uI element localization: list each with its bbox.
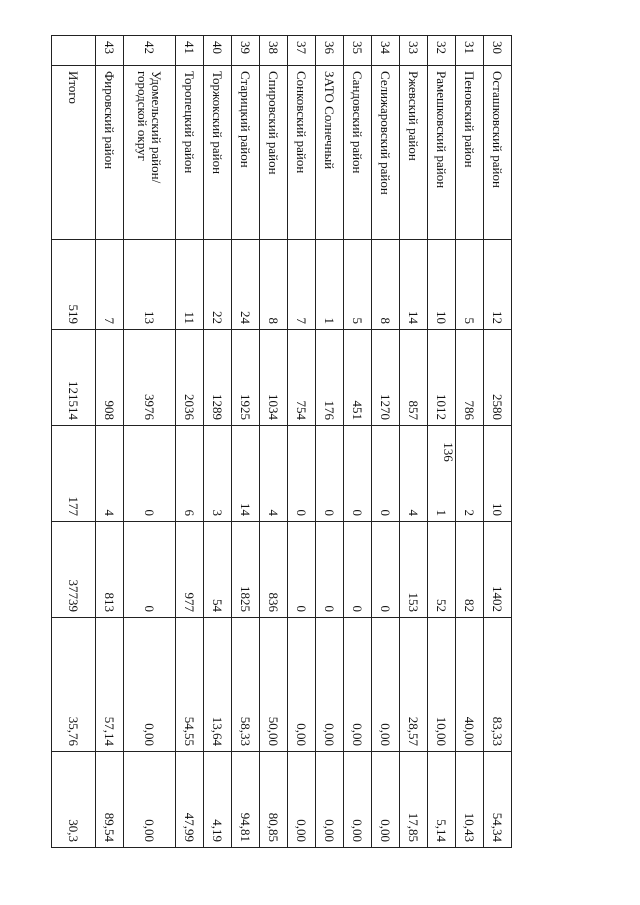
total-number-cell <box>52 36 96 66</box>
value-a: 14 <box>400 240 428 330</box>
value-f: 0,00 <box>316 752 344 848</box>
value-e: 54,55 <box>176 618 204 752</box>
district-name: Сонковский район <box>288 66 316 240</box>
value-c: 1 <box>428 426 456 522</box>
value-a: 8 <box>372 240 400 330</box>
table-row <box>288 36 316 848</box>
row-number: 30 <box>484 36 512 66</box>
value-a: 22 <box>204 240 232 330</box>
table-row <box>428 36 456 848</box>
value-e: 40,00 <box>456 618 484 752</box>
value-c: 0 <box>344 426 372 522</box>
district-name: Торжокский район <box>204 66 232 240</box>
value-d: 836 <box>260 522 288 618</box>
value-f: 10,43 <box>456 752 484 848</box>
table-row <box>204 36 232 848</box>
value-d: 52 <box>428 522 456 618</box>
value-d: 82 <box>456 522 484 618</box>
district-name: Фировский район <box>96 66 124 240</box>
value-c: 4 <box>260 426 288 522</box>
district-name: Спировский район <box>260 66 288 240</box>
value-c: 0 <box>124 426 176 522</box>
row-number: 40 <box>204 36 232 66</box>
value-e: 58,33 <box>232 618 260 752</box>
table-wrapper <box>60 35 512 847</box>
value-f: 0,00 <box>288 752 316 848</box>
value-b: 176 <box>316 330 344 426</box>
value-d: 0 <box>344 522 372 618</box>
total-d: 37739 <box>52 522 96 618</box>
value-e: 57,14 <box>96 618 124 752</box>
value-c: 2 <box>456 426 484 522</box>
value-b: 3976 <box>124 330 176 426</box>
value-d: 0 <box>316 522 344 618</box>
value-d: 0 <box>124 522 176 618</box>
district-name: Торопецкий район <box>176 66 204 240</box>
district-name: Старицкий район <box>232 66 260 240</box>
value-c: 0 <box>288 426 316 522</box>
table-row <box>372 36 400 848</box>
value-d: 54 <box>204 522 232 618</box>
value-e: 0,00 <box>344 618 372 752</box>
value-e: 0,00 <box>316 618 344 752</box>
row-number: 32 <box>428 36 456 66</box>
value-f: 17,85 <box>400 752 428 848</box>
table-row <box>176 36 204 848</box>
row-number: 35 <box>344 36 372 66</box>
value-b: 857 <box>400 330 428 426</box>
value-d: 977 <box>176 522 204 618</box>
value-f: 80,85 <box>260 752 288 848</box>
value-d: 1825 <box>232 522 260 618</box>
district-name: Селижаровский район <box>372 66 400 240</box>
table-row <box>124 36 176 848</box>
table-row <box>232 36 260 848</box>
table-row <box>400 36 428 848</box>
value-c: 0 <box>372 426 400 522</box>
total-e: 35,76 <box>52 618 96 752</box>
district-name: Рамешковский район <box>428 66 456 240</box>
value-d: 153 <box>400 522 428 618</box>
total-f: 30,3 <box>52 752 96 848</box>
row-number: 36 <box>316 36 344 66</box>
row-number: 39 <box>232 36 260 66</box>
value-c: 14 <box>232 426 260 522</box>
table-row <box>96 36 124 848</box>
table-row <box>484 36 512 848</box>
table-body <box>52 36 512 848</box>
value-f: 0,00 <box>124 752 176 848</box>
value-f: 54,34 <box>484 752 512 848</box>
row-number: 43 <box>96 36 124 66</box>
value-c: 0 <box>316 426 344 522</box>
value-b: 1012 <box>428 330 456 426</box>
value-b: 754 <box>288 330 316 426</box>
district-name: Сандовский район <box>344 66 372 240</box>
value-b: 786 <box>456 330 484 426</box>
row-number: 37 <box>288 36 316 66</box>
value-a: 8 <box>260 240 288 330</box>
total-c: 177 <box>52 426 96 522</box>
value-b: 1925 <box>232 330 260 426</box>
value-c: 3 <box>204 426 232 522</box>
value-b: 2580 <box>484 330 512 426</box>
value-a: 5 <box>344 240 372 330</box>
value-b: 1270 <box>372 330 400 426</box>
value-e: 0,00 <box>288 618 316 752</box>
value-e: 13,64 <box>204 618 232 752</box>
row-number: 42 <box>124 36 176 66</box>
value-a: 13 <box>124 240 176 330</box>
district-name: Осташковский район <box>484 66 512 240</box>
value-f: 89,54 <box>96 752 124 848</box>
value-f: 4,19 <box>204 752 232 848</box>
district-name: Ржевский район <box>400 66 428 240</box>
total-b: 121514 <box>52 330 96 426</box>
value-a: 11 <box>176 240 204 330</box>
district-name: Удомельский район/городской округ <box>124 66 176 240</box>
value-e: 28,57 <box>400 618 428 752</box>
table-row <box>344 36 372 848</box>
value-c: 10 <box>484 426 512 522</box>
table-row <box>316 36 344 848</box>
value-c: 6 <box>176 426 204 522</box>
district-name: Пеновский район <box>456 66 484 240</box>
value-d: 0 <box>288 522 316 618</box>
total-row <box>52 36 96 848</box>
value-b: 1034 <box>260 330 288 426</box>
value-a: 10 <box>428 240 456 330</box>
row-number: 33 <box>400 36 428 66</box>
row-number: 31 <box>456 36 484 66</box>
value-b: 2036 <box>176 330 204 426</box>
value-f: 0,00 <box>372 752 400 848</box>
value-b: 908 <box>96 330 124 426</box>
table-row <box>456 36 484 848</box>
page-number: 136 <box>441 442 456 462</box>
value-f: 0,00 <box>344 752 372 848</box>
value-a: 24 <box>232 240 260 330</box>
value-a: 12 <box>484 240 512 330</box>
row-number: 41 <box>176 36 204 66</box>
value-d: 813 <box>96 522 124 618</box>
value-c: 4 <box>400 426 428 522</box>
value-e: 50,00 <box>260 618 288 752</box>
value-e: 10,00 <box>428 618 456 752</box>
value-e: 0,00 <box>372 618 400 752</box>
value-e: 0,00 <box>124 618 176 752</box>
total-a: 519 <box>52 240 96 330</box>
total-label: Итого <box>52 66 96 240</box>
value-a: 5 <box>456 240 484 330</box>
value-b: 451 <box>344 330 372 426</box>
value-f: 5,14 <box>428 752 456 848</box>
value-d: 1402 <box>484 522 512 618</box>
value-f: 47,99 <box>176 752 204 848</box>
value-a: 1 <box>316 240 344 330</box>
value-b: 1289 <box>204 330 232 426</box>
value-e: 83,33 <box>484 618 512 752</box>
district-name: ЗАТО Солнечный <box>316 66 344 240</box>
row-number: 34 <box>372 36 400 66</box>
value-f: 94,81 <box>232 752 260 848</box>
value-d: 0 <box>372 522 400 618</box>
value-c: 4 <box>96 426 124 522</box>
value-a: 7 <box>96 240 124 330</box>
value-a: 7 <box>288 240 316 330</box>
statistics-table <box>51 35 512 848</box>
table-row <box>260 36 288 848</box>
row-number: 38 <box>260 36 288 66</box>
